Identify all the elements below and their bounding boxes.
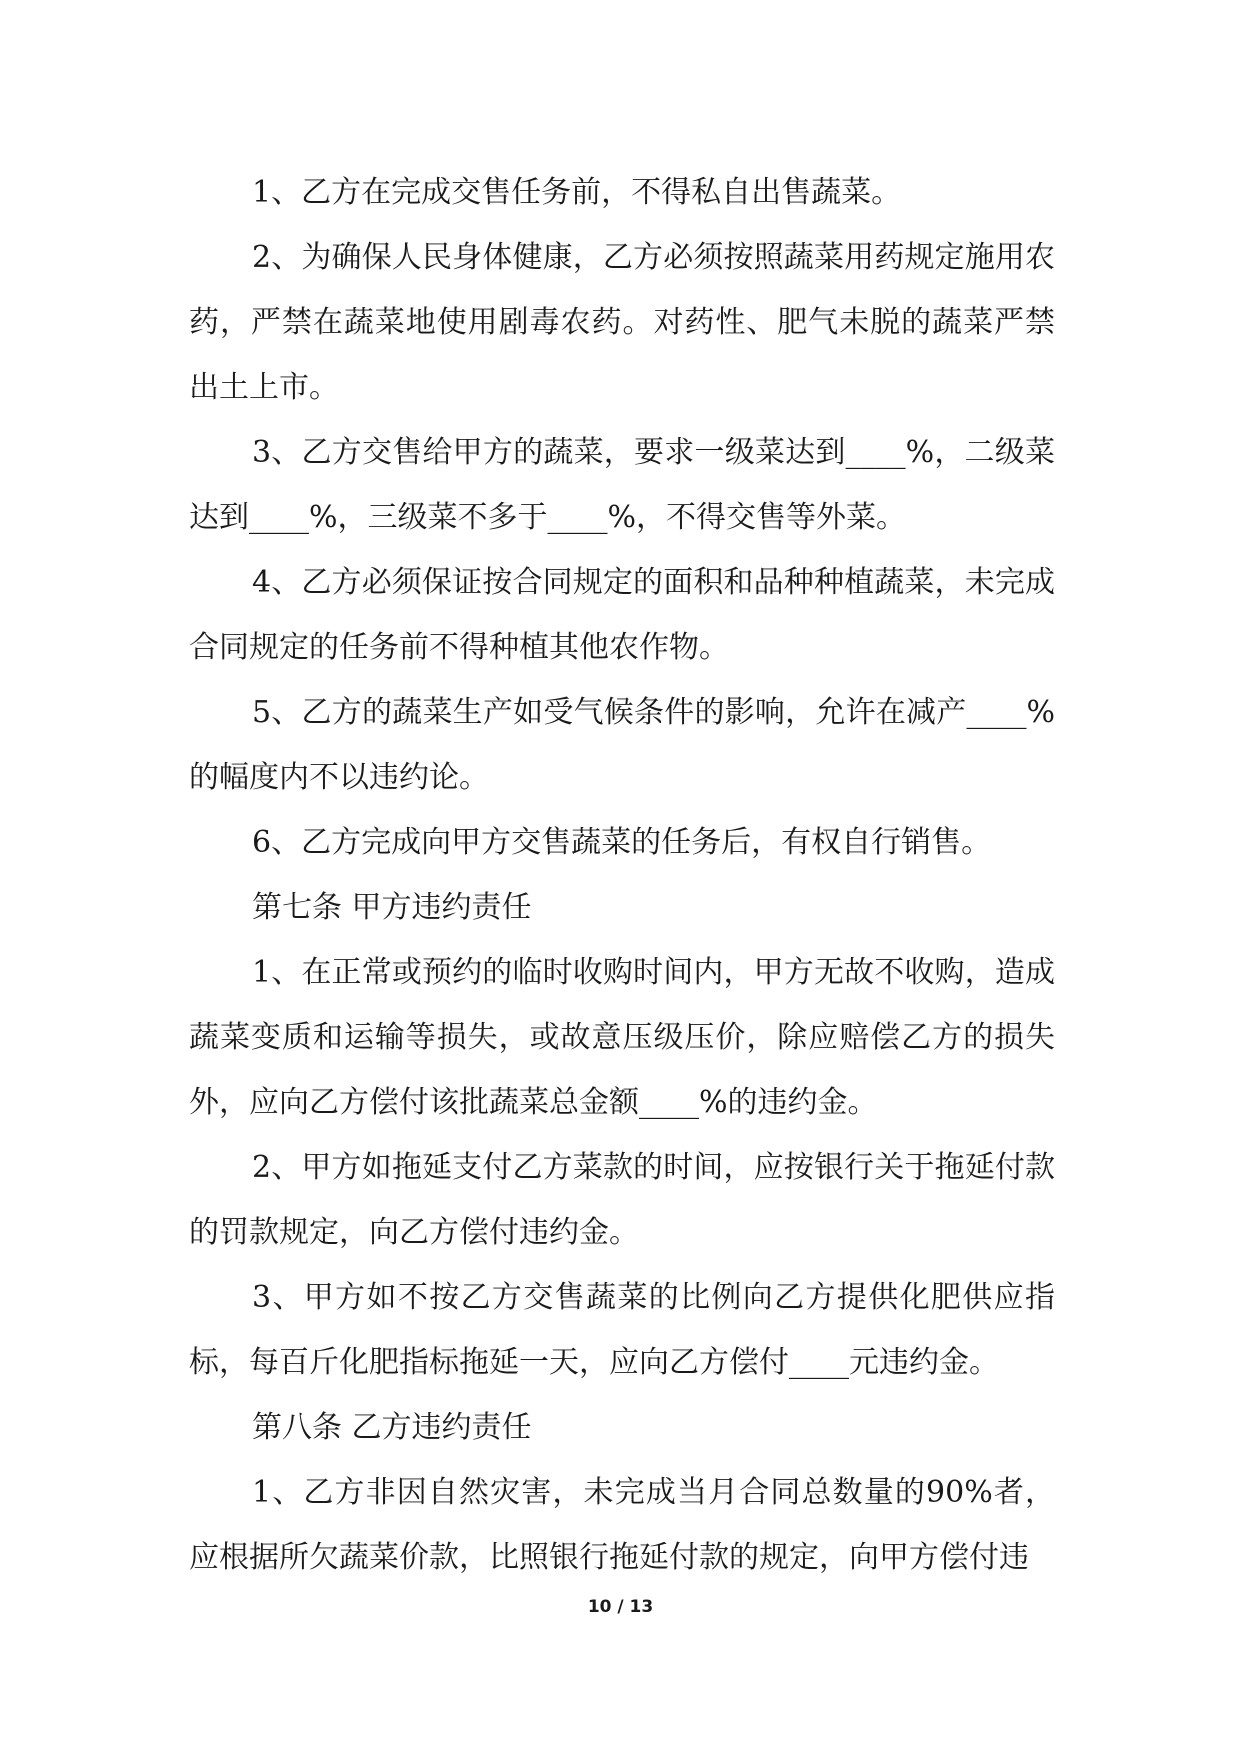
paragraph-10: 1、乙方非因自然灾害，未完成当月合同总数量的90%者，应根据所欠蔬菜价款，比照银行拖延付款的规定，向甲方偿付违 [189,1475,1055,1575]
document-body [189,160,1055,1590]
paragraph-4: 4、乙方必须保证按合同规定的面积和品种种植蔬菜，未完成合同规定的任务前不得种植其他农作物。 [189,565,1055,665]
paragraph-1: 1、乙方在完成交售任务前，不得私自出售蔬菜。 [252,175,902,210]
paragraph-8: 2、甲方如拖延支付乙方菜款的时间，应按银行关于拖延付款的罚款规定，向乙方偿付违约金。 [189,1150,1055,1250]
article-8-heading: 第八条 乙方违约责任 [252,1410,532,1445]
paragraph-7: 1、在正常或预约的临时收购时间内，甲方无故不收购，造成蔬菜变质和运输等损失，或故意压级压价，除应赔偿乙方的损失外，应向乙方偿付该批蔬菜总金额____%的违约金。 [189,955,1055,1120]
paragraph-6: 6、乙方完成向甲方交售蔬菜的任务后，有权自行销售。 [252,825,992,860]
paragraph-3: 3、乙方交售给甲方的蔬菜，要求一级菜达到____%，二级菜达到____%，三级菜不多于____%，不得交售等外菜。 [189,435,1055,535]
paragraph-2: 2、为确保人民身体健康，乙方必须按照蔬菜用药规定施用农药，严禁在蔬菜地使用剧毒农药。对药性、肥气未脱的蔬菜严禁出土上市。 [189,240,1055,405]
article-7-heading: 第七条 甲方违约责任 [252,890,532,925]
paragraph-5: 5、乙方的蔬菜生产如受气候条件的影响，允许在减产____%的幅度内不以违约论。 [189,695,1055,795]
page-number: 10 / 13 [587,1597,654,1617]
paragraph-9: 3、甲方如不按乙方交售蔬菜的比例向乙方提供化肥供应指标，每百斤化肥指标拖延一天，应向乙方偿付____元违约金。 [189,1280,1055,1380]
